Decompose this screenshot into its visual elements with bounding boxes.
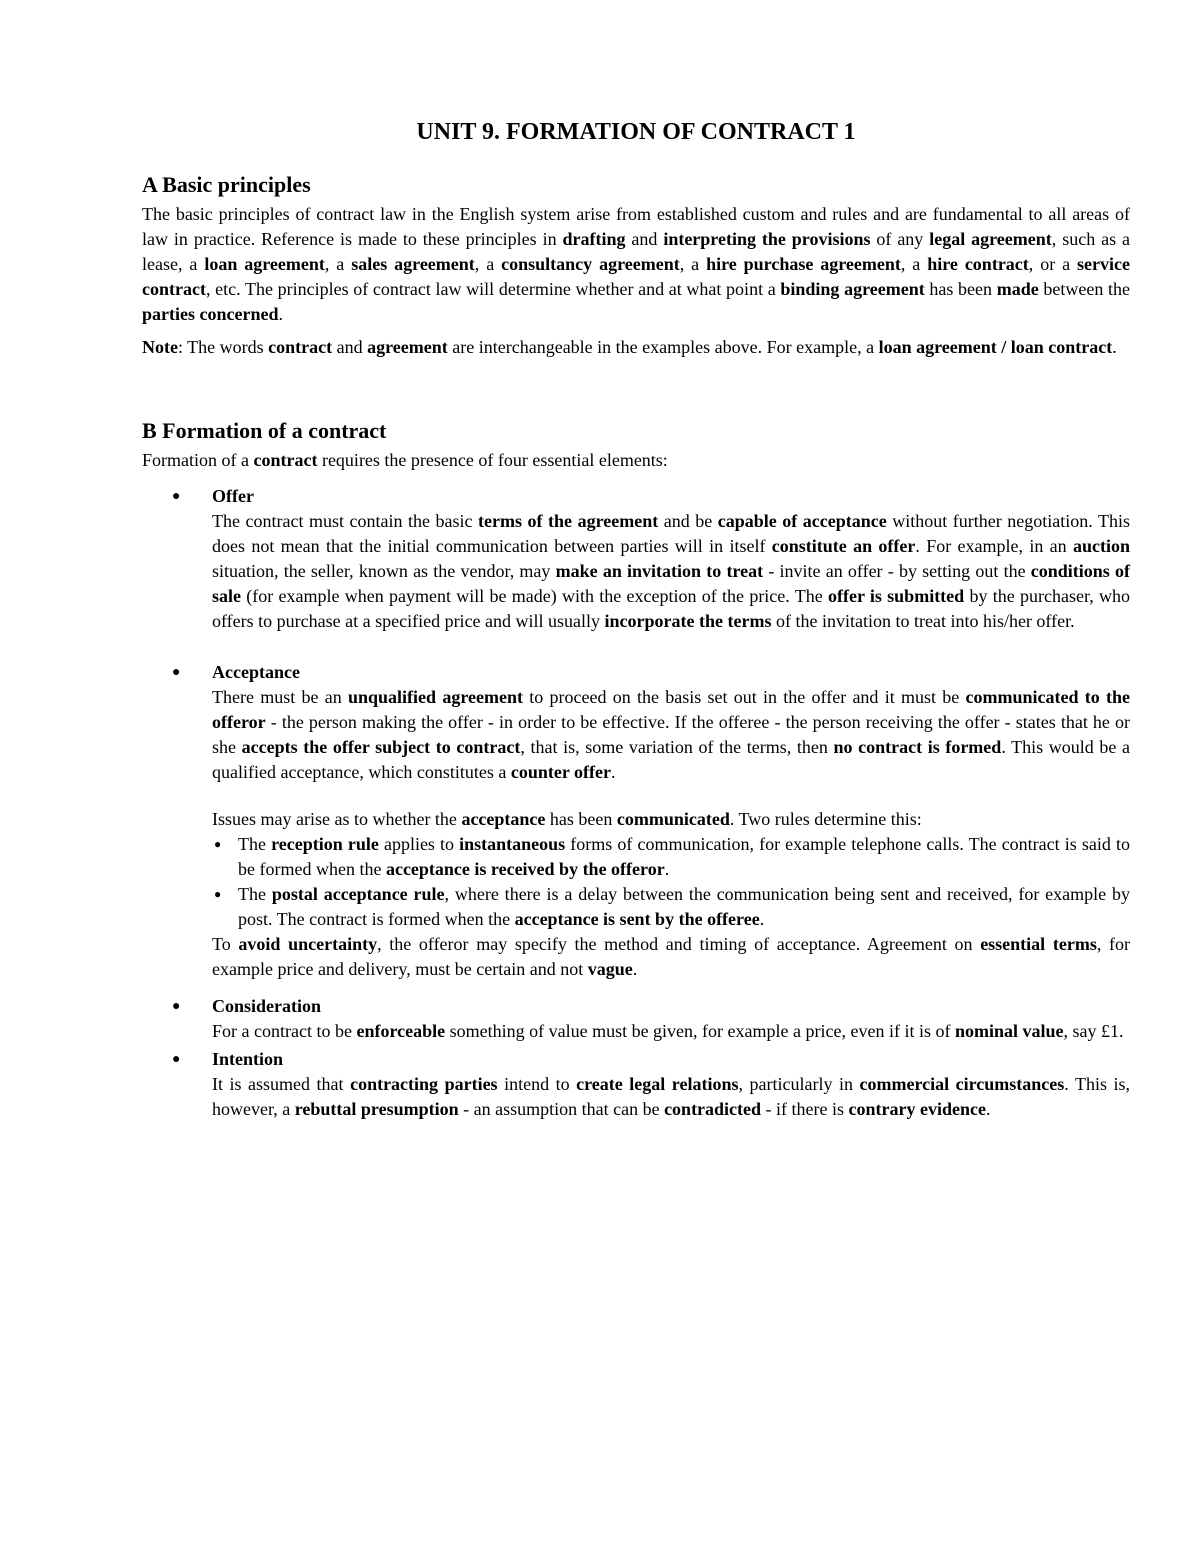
bold-term: offer is submitted xyxy=(827,586,965,606)
bold-term: constitute an offer xyxy=(771,536,916,556)
bold-term: communicated to the offeror xyxy=(212,687,1131,732)
bold-term: acceptance xyxy=(461,809,546,829)
bold-term: conditions of sale xyxy=(212,561,1130,606)
bold-term: parties concerned xyxy=(142,304,279,324)
bold-term: incorporate the terms xyxy=(604,611,772,631)
bold-term: create legal relations xyxy=(576,1074,739,1094)
bold-term: Note xyxy=(142,337,178,357)
bold-term: avoid uncertainty xyxy=(238,934,378,954)
list-item-intention xyxy=(142,1047,1130,1122)
bold-term: interpreting the provisions xyxy=(663,229,871,249)
bold-term: no contract is formed xyxy=(833,737,1002,757)
list-item-consideration xyxy=(142,994,1130,1044)
rule-item-postal xyxy=(212,882,1130,932)
intention-body: It is assumed that contracting parties intend to create legal relations, particularly in commercial circumstances. This is, however, a rebuttal presumption - an assumption that can be contradicted - if there is contrary evidence. xyxy=(212,1074,1131,1119)
bold-term: contracting parties xyxy=(350,1074,498,1094)
bullet-icon: ● xyxy=(172,665,181,680)
bold-term: make an invitation to treat xyxy=(555,561,764,581)
bold-term: communicated xyxy=(616,809,730,829)
bullet-icon: ● xyxy=(214,887,222,901)
bold-term: binding agreement xyxy=(780,279,925,299)
bold-term: agreement xyxy=(367,337,448,357)
list-item-offer xyxy=(142,484,1130,634)
bold-term: capable of acceptance xyxy=(717,511,887,531)
intention-title: Intention xyxy=(212,1049,284,1069)
bold-term: acceptance is sent by the offeree xyxy=(514,909,760,929)
bold-term: drafting xyxy=(562,229,626,249)
bullet-icon: ● xyxy=(214,837,222,851)
consideration-body: For a contract to be enforceable something of value must be given, for example a price, even if it is of nominal value, say £1. xyxy=(212,1021,1124,1041)
bold-term: hire purchase agreement xyxy=(706,254,901,274)
bold-term: enforceable xyxy=(356,1021,446,1041)
offer-title: Offer xyxy=(212,486,254,506)
bold-term: nominal value xyxy=(954,1021,1064,1041)
rules-list xyxy=(212,832,1130,932)
bold-term: loan agreement xyxy=(204,254,325,274)
bold-term: instantaneous xyxy=(459,834,566,854)
bold-term: postal acceptance rule xyxy=(271,884,445,904)
bullet-icon: ● xyxy=(172,489,181,504)
bold-term: unqualified agreement xyxy=(348,687,523,707)
rule-text: The postal acceptance rule, where there is a delay between the communication being sent and received, for example by post. The contract is formed when the acceptance is sent by the offeree. xyxy=(238,884,1130,929)
page-title: UNIT 9. FORMATION OF CONTRACT 1 xyxy=(416,119,856,145)
offer-body: The contract must contain the basic terms of the agreement and be capable of acceptance without further negotiation. This does not mean that the initial communication between parties will in itself constitute an offer. For example, in an auction situation, the seller, known as the vendor, may make an invitation to treat - invite an offer - by setting out the conditions of sale (for example when payment will be made) with the exception of the price. The offer is submitted by the purchaser, who offers to purchase at a specified price and will usually incorporate the terms of the invitation to treat into his/her offer. xyxy=(212,511,1130,631)
bold-term: accepts the offer subject to contract xyxy=(241,737,521,757)
acceptance-title: Acceptance xyxy=(212,662,300,682)
section-b-heading: B Formation of a contract xyxy=(142,418,387,443)
bold-term: contract xyxy=(253,450,318,470)
bold-term: contradicted xyxy=(664,1099,762,1119)
bold-term: essential terms xyxy=(980,934,1097,954)
bold-term: sales agreement xyxy=(351,254,475,274)
bold-term: commercial circumstances xyxy=(859,1074,1065,1094)
acceptance-closing: To avoid uncertainty, the offeror may specify the method and timing of acceptance. Agreement on essential terms, for example price and delivery, must be certain and not vague. xyxy=(212,934,1130,979)
bold-term: loan agreement / loan contract xyxy=(878,337,1113,357)
bold-term: terms of the agreement xyxy=(478,511,659,531)
list-item-acceptance xyxy=(142,660,1130,982)
note-paragraph: Note: The words contract and agreement are interchangeable in the examples above. For example, a loan agreement / loan contract. xyxy=(142,337,1117,357)
bold-term: made xyxy=(996,279,1039,299)
section-a-heading: A Basic principles xyxy=(142,172,311,197)
bold-term: auction xyxy=(1072,536,1130,556)
elements-list xyxy=(142,484,1130,1122)
bold-term: vague xyxy=(587,959,633,979)
bold-term: legal agreement xyxy=(929,229,1052,249)
bold-term: service contract xyxy=(142,254,1131,299)
section-a-paragraph: The basic principles of contract law in the English system arise from established custom and rules and are fundamental to all areas of law in practice. Reference is made to these principles in drafting and interpreting the provisions of any legal agreement, such as a lease, a loan agreement, a sales agreement, a consultancy agreement, a hire purchase agreement, a hire contract, or a service contract, etc. The principles of contract law will determine whether and at what point a binding agreement has been made between the parties concerned. xyxy=(142,204,1131,324)
bold-term: counter offer xyxy=(510,762,611,782)
bold-term: acceptance is received by the offeror xyxy=(385,859,665,879)
bold-term: hire contract xyxy=(927,254,1029,274)
bold-term: reception rule xyxy=(271,834,379,854)
bold-term: consultancy agreement xyxy=(501,254,680,274)
bold-term: contract xyxy=(268,337,333,357)
section-b-intro: Formation of a contract requires the presence of four essential elements: xyxy=(142,450,668,470)
rule-text: The reception rule applies to instantaneous forms of communication, for example telephone calls. The contract is said to be formed when the acceptance is received by the offeror. xyxy=(238,834,1130,879)
acceptance-body: There must be an unqualified agreement to proceed on the basis set out in the offer and it must be communicated to the offeror - the person making the offer - in order to be effective. If the offeree - the person receiving the offer - states that he or she accepts the offer subject to contract, that is, some variation of the terms, then no contract is formed. This would be a qualified acceptance, which constitutes a counter offer. xyxy=(212,687,1131,782)
bold-term: rebuttal presumption xyxy=(294,1099,459,1119)
rule-item-reception xyxy=(212,832,1130,882)
acceptance-issues: Issues may arise as to whether the acceptance has been communicated. Two rules determine this: xyxy=(212,809,922,829)
consideration-title: Consideration xyxy=(212,996,322,1016)
document-page xyxy=(142,116,1130,1122)
bold-term: contrary evidence xyxy=(848,1099,986,1119)
bullet-icon: ● xyxy=(172,1052,181,1067)
bullet-icon: ● xyxy=(172,999,181,1014)
